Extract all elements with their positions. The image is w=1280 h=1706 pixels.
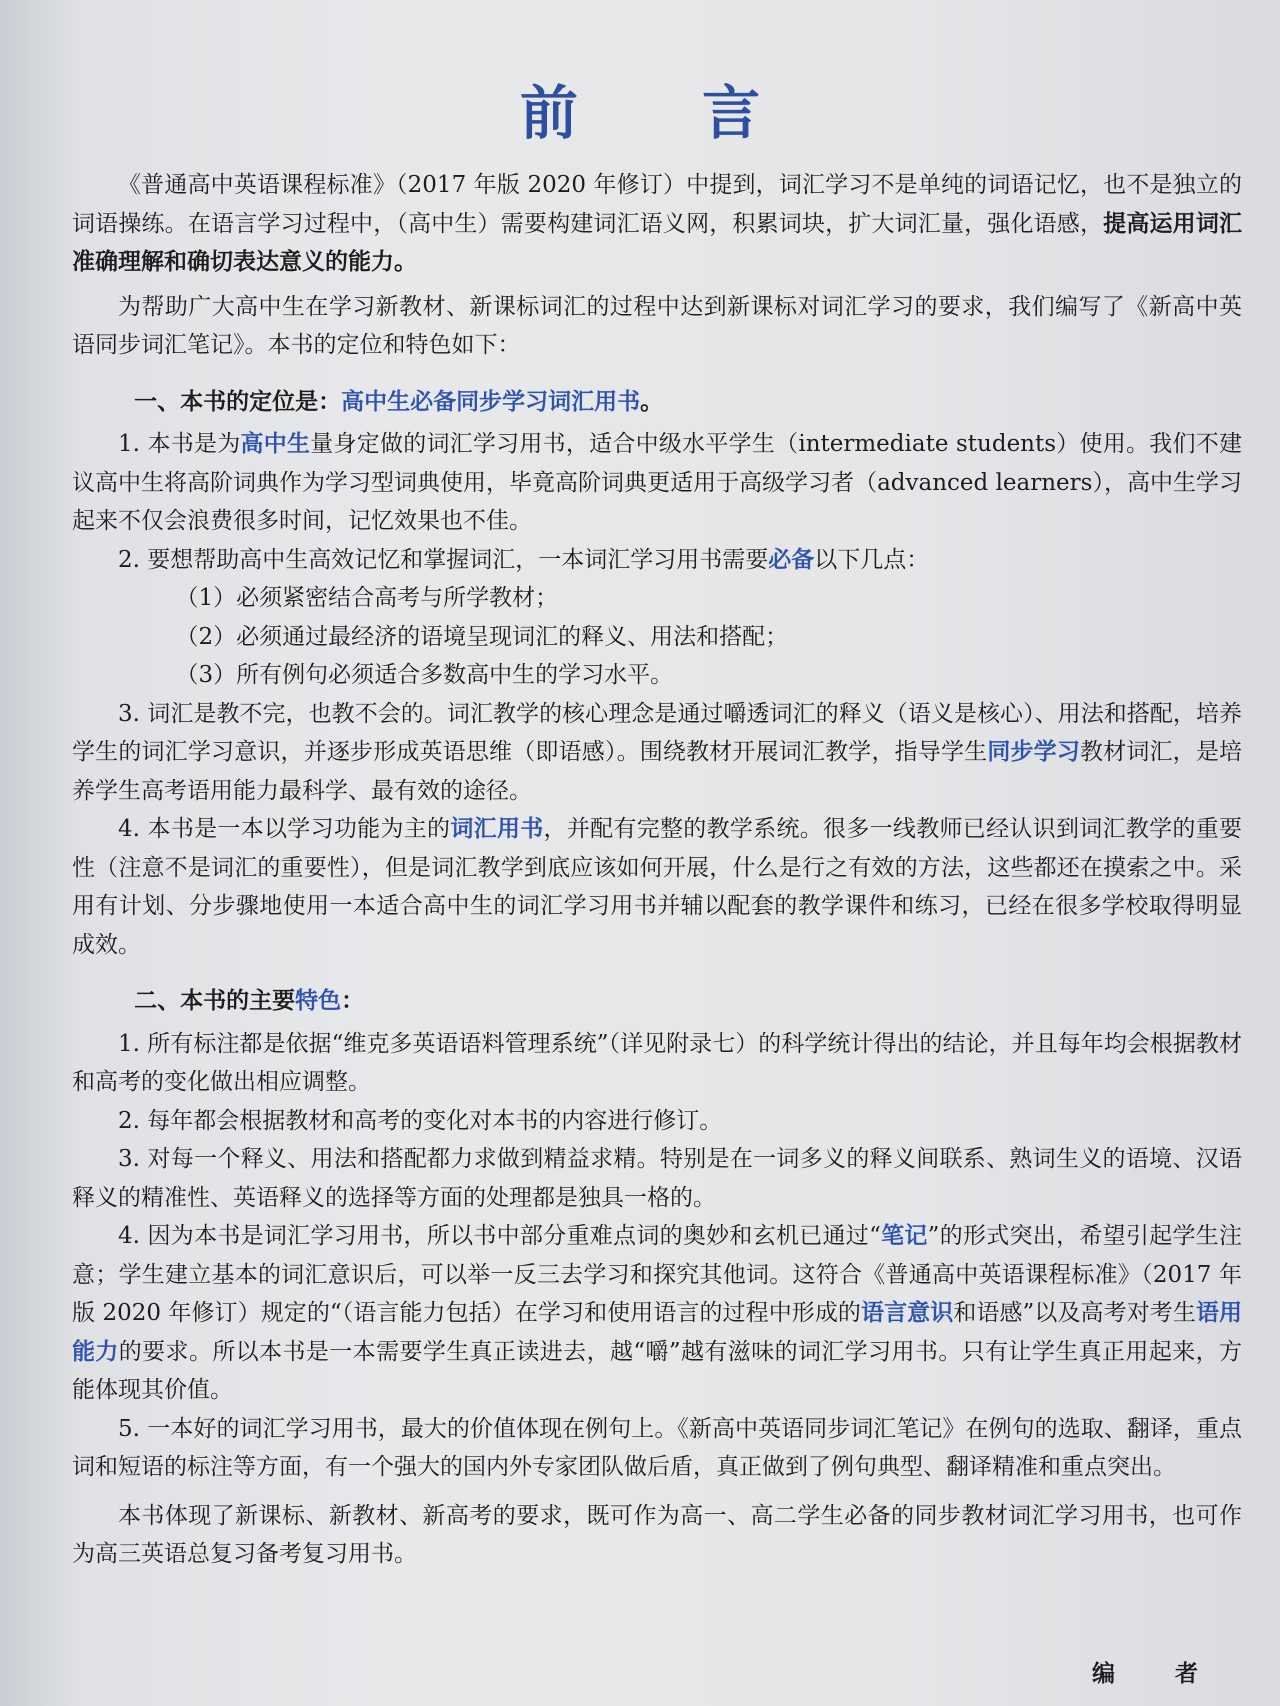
heading-punct: ：: [341, 988, 365, 1014]
text: 4. 因为本书是词汇学习用书，所以书中部分重难点词的奥妙和玄机已通过“: [118, 1223, 881, 1249]
highlight: 语言意识: [861, 1300, 954, 1326]
heading-highlight: 特色: [295, 988, 342, 1014]
section-heading-features: [72, 982, 1242, 1021]
text: 1. 本书是为: [118, 431, 241, 457]
heading-text: 二、本书的主要: [134, 988, 296, 1014]
feature-item-4: [72, 1217, 1242, 1410]
text: 4. 本书是一本以学习功能为主的: [118, 816, 451, 842]
signature: 编 者: [1091, 1661, 1224, 1687]
section-heading-positioning: [72, 383, 1242, 422]
positioning-item-1: [72, 425, 1242, 541]
heading-highlight: 高中生必备同步学习词汇用书: [341, 388, 641, 415]
text: 和语感”以及高考对考生: [953, 1300, 1196, 1326]
intro-bold-text: 提高运用词汇准确理解和确切表达意义的能力。: [72, 210, 1243, 275]
intro-paragraph-1: [72, 166, 1242, 282]
requirement-2: （2）必须通过最经济的语境呈现词汇的释义、用法和搭配；: [175, 623, 789, 650]
positioning-item-4: [72, 810, 1242, 964]
highlight: 词汇用书: [450, 816, 544, 842]
text: ，并配有完整的教学系统。很多一线教师已经认识到词汇教学的重要性（注意不是词汇的重要性），但是词汇教学到底应该如何开展，什么是行之有效的方法，这些都还在摸索之中。采用有计划、分步骤地使用一本适合高中生的词汇学习用书并辅以配套的教学课件和练习，已经在很多学校取得明显成效。: [72, 816, 1243, 958]
page-title: 前 言: [519, 79, 813, 147]
positioning-item-3: [72, 695, 1242, 811]
highlight: 笔记: [880, 1223, 928, 1249]
highlight: 高中生: [240, 431, 311, 457]
text: 2. 要想帮助高中生高效记忆和掌握词汇，一本词汇学习用书需要: [118, 546, 769, 573]
heading-punct: 。: [640, 388, 664, 415]
text: 教材词汇，是培养学生高考语用能力最科学、最有效的途径。: [72, 739, 1243, 804]
closing-paragraph: 本书体现了新课标、新教材、新高考的要求，既可作为高一、高二学生必备的同步教材词汇学习用书，也可作为高三英语总复习备考复习用书。: [72, 1502, 1242, 1567]
requirement-3: （3）所有例句必须适合多数高中生的学习水平。: [175, 662, 674, 688]
text: 3. 词汇是教不完，也教不会的。词汇教学的核心理念是通过嚼透词汇的释义（语义是核心）、用法和搭配，培养学生的词汇学习意识，并逐步形成英语思维（即语感）。围绕教材开展词汇教学，指导学生: [72, 700, 1242, 765]
positioning-item-2: [72, 541, 1242, 580]
highlight: 同步学习: [987, 739, 1080, 765]
text: 以下几点：: [814, 546, 930, 573]
highlight: 必备: [768, 546, 815, 573]
feature-item-3: 3. 对每一个释义、用法和搭配都力求做到精益求精。特别是在一词多义的释义间联系、熟词生义的语境、汉语释义的精准性、英语释义的选择等方面的处理都是独具一格的。: [72, 1146, 1242, 1211]
text: 的要求。所以本书是一本需要学生真正读进去，越“嚼”越有滋味的词汇学习用书。只有让学生真正用起来，方能体现其价值。: [72, 1338, 1242, 1403]
requirement-1: （1）必须紧密结合高考与所学教材；: [175, 585, 559, 611]
feature-item-1: 1. 所有标注都是依据“维克多英语语料管理系统”（详见附录七）的科学统计得出的结论，并且每年均会根据教材和高考的变化做出相应调整。: [72, 1030, 1242, 1095]
text: ”的形式突出，希望引起学生注意；学生建立基本的词汇意识后，可以举一反三去学习和探究其他词。这符合《普通高中英语课程标准》（2017 年版 2020 年修订）规定的“（语言能力包括）在学习和使用语言的过程中形成的: [72, 1223, 1242, 1326]
feature-item-5: 5. 一本好的词汇学习用书，最大的价值体现在例句上。《新高中英语同步词汇笔记》在例句的选取、翻译，重点词和短语的标注等方面，有一个强大的国内外专家团队做后盾，真正做到了例句典型、翻译精准和重点突出。: [72, 1415, 1242, 1480]
highlight: 语用能力: [72, 1300, 1243, 1365]
heading-text: 一、本书的定位是：: [134, 388, 342, 415]
intro-paragraph-2: 为帮助广大高中生在学习新教材、新课标词汇的过程中达到新课标对词汇学习的要求，我们编写了《新高中英语同步词汇笔记》。本书的定位和特色如下：: [72, 293, 1242, 358]
text: 量身定做的词汇学习用书，适合中级水平学生（intermediate students）使用。我们不建议高中生将高阶词典作为学习型词典使用，毕竟高阶词典更适用于高级学习者（advanced learners），高中生学习起来不仅会浪费很多时间，记忆效果也不佳。: [72, 431, 1242, 534]
page-body: [72, 166, 1242, 1580]
intro-text: 《普通高中英语课程标准》（2017 年版 2020 年修订）中提到，词汇学习不是单纯的词语记忆，也不是独立的词语操练。在语言学习过程中，（高中生）需要构建词汇语义网，积累词块，扩大词汇量，强化语感，: [72, 172, 1242, 237]
feature-item-2: 2. 每年都会根据教材和高考的变化对本书的内容进行修订。: [118, 1107, 723, 1134]
